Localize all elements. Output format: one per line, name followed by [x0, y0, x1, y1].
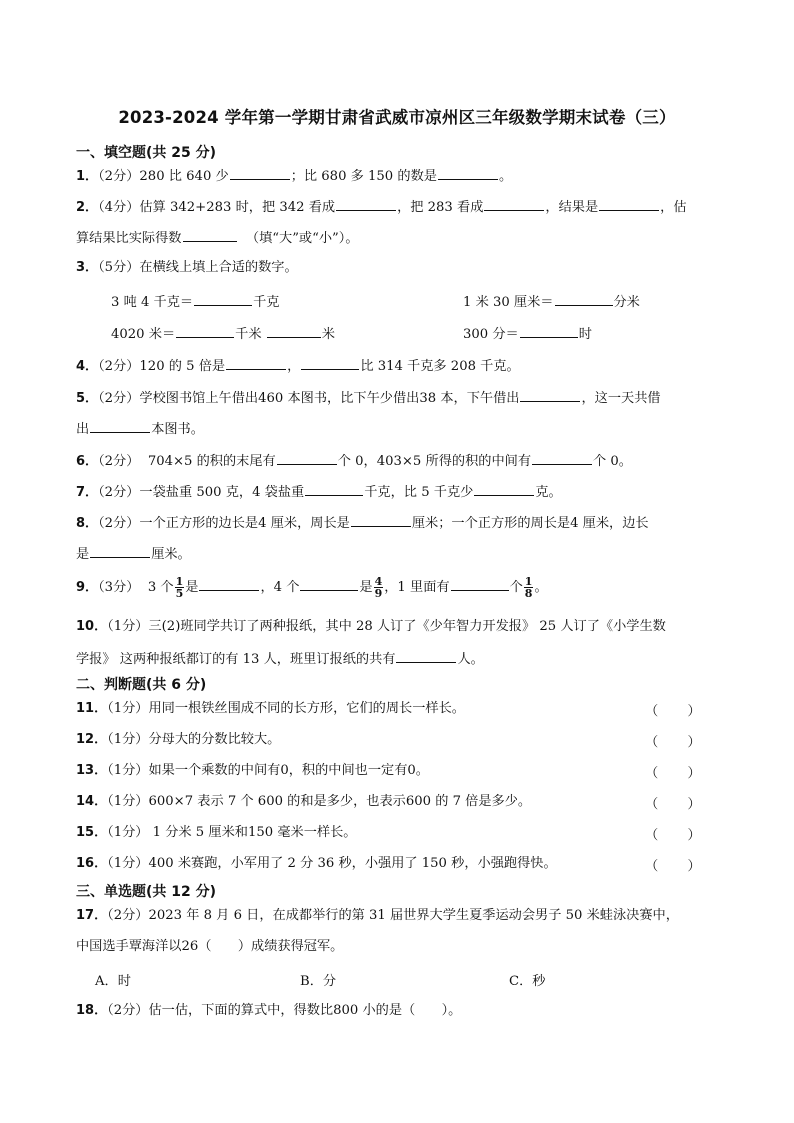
- answer-blank[interactable]: [555, 292, 613, 306]
- answer-blank[interactable]: [301, 356, 359, 370]
- question-17: 17．（2分）2023 年 8 月 6 日，在成都举行的第 31 届世界大学生夏季运动会男子 50 米蛙泳决赛中，: [76, 908, 679, 923]
- answer-blank[interactable]: [267, 324, 321, 338]
- option-b[interactable]: B．分: [300, 974, 337, 989]
- question-13: 13．（1分）如果一个乘数的中间有0，积的中间也一定有0。: [76, 763, 429, 778]
- question-2-cont: 算结果比实际得数 （填“大”或“小”）。: [76, 228, 359, 248]
- answer-blank[interactable]: [396, 649, 456, 663]
- answer-paren[interactable]: （ ）: [645, 797, 702, 812]
- question-3-row2-right: 300 分＝ 时: [463, 324, 592, 344]
- question-3-row1-right: 1 米 30 厘米＝ 分米: [463, 292, 640, 312]
- answer-blank[interactable]: [438, 166, 498, 180]
- question-10-cont: 学报》 这两种报纸都订的有 13 人，班里订报纸的共有 人。: [76, 649, 484, 669]
- answer-blank[interactable]: [336, 197, 396, 211]
- question-5-cont: 出 本图书。: [76, 419, 204, 439]
- answer-blank[interactable]: [230, 166, 290, 180]
- answer-blank[interactable]: [474, 482, 534, 496]
- answer-blank[interactable]: [520, 324, 578, 338]
- answer-blank[interactable]: [199, 577, 259, 591]
- question-2: 2．（4分）估算 342+283 时，把 342 看成 ，把 283 看成 ，结果是 ，估: [76, 197, 687, 217]
- question-3-row1-left: 3 吨 4 千克＝ 千克: [111, 292, 279, 312]
- question-6: 6．（2分） 704×5 的积的末尾有 个 0，403×5 所得的积的中间有 个 0。: [76, 451, 632, 471]
- answer-blank[interactable]: [90, 544, 150, 558]
- fraction: $\frac{1}{8}$: [524, 575, 533, 600]
- answer-blank[interactable]: [351, 513, 411, 527]
- fraction: $\frac{4}{9}$: [374, 575, 383, 600]
- answer-paren[interactable]: （ ）: [645, 859, 702, 874]
- answer-blank[interactable]: [305, 482, 363, 496]
- answer-blank[interactable]: [520, 388, 580, 402]
- question-5: 5．（2分）学校图书馆上午借出460 本图书，比下午少借出38 本，下午借出 ，这一天共借: [76, 388, 661, 408]
- question-4: 4．（2分）120 的 5 倍是 ， 比 314 千克多 208 千克。: [76, 356, 520, 376]
- exam-title: 2023-2024 学年第一学期甘肃省武威市凉州区三年级数学期末试卷（三）: [118, 108, 676, 127]
- answer-blank[interactable]: [300, 577, 358, 591]
- answer-blank[interactable]: [277, 451, 337, 465]
- answer-blank[interactable]: [484, 197, 544, 211]
- answer-blank[interactable]: [194, 292, 252, 306]
- question-16: 16．（1分）400 米赛跑，小军用了 2 分 36 秒，小强用了 150 秒，小强跑得快。: [76, 856, 557, 871]
- section-fill-blank: 一、填空题(共 25 分): [76, 145, 217, 161]
- question-8-cont: 是 厘米。: [76, 544, 191, 564]
- answer-paren[interactable]: （ ）: [645, 735, 702, 750]
- question-18: 18．（2分）估一估，下面的算式中，得数比800 小的是（ ）。: [76, 1003, 462, 1018]
- question-8: 8．（2分）一个正方形的边长是4 厘米，周长是 厘米；一个正方形的周长是4 厘米，边长: [76, 513, 649, 533]
- question-3-row2-left: 4020 米＝ 千米 米: [111, 324, 335, 344]
- question-9: 9．（3分） 3 个 $\frac{1}{5}$ 是 ，4 个 是 $\frac{4}{9}$ ，1 里面有 个 $\frac{1}{8}$ 。: [76, 575, 548, 600]
- question-12: 12．（1分）分母大的分数比较大。: [76, 732, 281, 747]
- answer-blank[interactable]: [451, 577, 509, 591]
- answer-blank[interactable]: [90, 419, 150, 433]
- question-11: 11．（1分）用同一根铁丝围成不同的长方形，它们的周长一样长。: [76, 701, 465, 716]
- answer-blank[interactable]: [226, 356, 286, 370]
- question-1: 1．（2分）280 比 640 少 ；比 680 多 150 的数是 。: [76, 166, 512, 186]
- answer-blank[interactable]: [532, 451, 592, 465]
- option-c[interactable]: C．秒: [509, 974, 546, 989]
- fraction: $\frac{1}{5}$: [175, 575, 184, 600]
- answer-blank[interactable]: [183, 228, 237, 242]
- question-3: 3．（5分）在横线上填上合适的数字。: [76, 260, 298, 275]
- question-10: 10．（1分）三(2)班同学共订了两种报纸，其中 28 人订了《少年智力开发报》 25 人订了《小学生数: [76, 619, 666, 634]
- answer-blank[interactable]: [599, 197, 659, 211]
- answer-blank[interactable]: [176, 324, 234, 338]
- option-a[interactable]: A．时: [95, 974, 131, 989]
- question-14: 14．（1分）600×7 表示 7 个 600 的和是多少，也表示600 的 7 倍是多少。: [76, 794, 532, 809]
- section-single-choice: 三、单选题(共 12 分): [76, 884, 217, 900]
- question-15: 15．（1分） 1 分米 5 厘米和150 毫米一样长。: [76, 825, 357, 840]
- answer-paren[interactable]: （ ）: [645, 828, 702, 843]
- section-true-false: 二、判断题(共 6 分): [76, 677, 207, 693]
- answer-paren[interactable]: （ ）: [645, 766, 702, 781]
- question-7: 7．（2分）一袋盐重 500 克，4 袋盐重 千克，比 5 千克少 克。: [76, 482, 562, 502]
- question-17-cont: 中国选手覃海洋以26（ ）成绩获得冠军。: [76, 939, 344, 954]
- answer-paren[interactable]: （ ）: [645, 704, 702, 719]
